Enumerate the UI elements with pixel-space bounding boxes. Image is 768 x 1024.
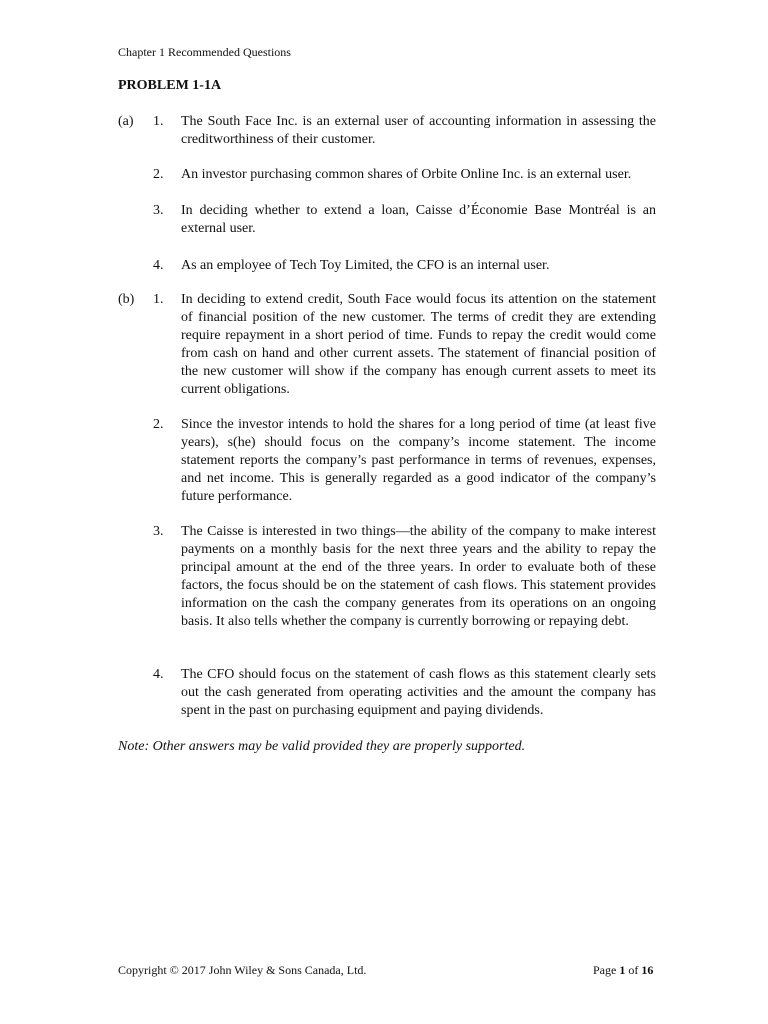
- page-prefix: Page: [593, 963, 617, 977]
- problem-title: PROBLEM 1-1A: [118, 78, 222, 93]
- item-text: The Caisse is interested in two things—the ability of the company to make interest payments on a monthly basis for the next three years and the ability to repay the principal amount at the end of the three years. In order to evaluate both of these factors, the focus should be on the statement of cash flows. This statement provides information on the cash the company generates from its operations on an ongoing basis. It also tells whether the company is currently borrowing or repaying debt.: [181, 524, 656, 629]
- note: Note: Other answers may be valid provided they are properly supported.: [118, 739, 526, 754]
- item-text: In deciding to extend credit, South Face would focus its attention on the statement of financial position of the new customer. The terms of credit they are extending require repayment in a short period of time. Funds to repay the credit would come from cash on hand and other current assets. The statement of financial position of the new customer will show if the company has enough current assets to meet its current obligations.: [181, 292, 656, 397]
- part-b-label: (b): [118, 292, 135, 307]
- page-current: 1: [619, 963, 626, 977]
- item-number: 2.: [153, 167, 164, 182]
- page-header: Chapter 1 Recommended Questions: [118, 45, 291, 59]
- item-number: 1.: [153, 114, 164, 129]
- item-text: As an employee of Tech Toy Limited, the CFO is an internal user.: [181, 258, 550, 273]
- item-number: 4.: [153, 258, 164, 273]
- item-text: In deciding whether to extend a loan, Caisse d’Économie Base Montréal is an external user.: [181, 203, 656, 236]
- item-text: Since the investor intends to hold the shares for a long period of time (at least five years), s(he) should focus on the company’s income statement. The income statement reports the company’s past performance in terms of revenues, expenses, and net income. This is generally regarded as a good indicator of the company’s future performance.: [181, 417, 656, 504]
- page-total: 16: [641, 963, 654, 977]
- item-number: 4.: [153, 667, 164, 682]
- item-text: The CFO should focus on the statement of cash flows as this statement clearly sets out the cash generated from operating activities and the amount the company has spent in the past on purchasing equipment and paying dividends.: [181, 667, 656, 718]
- page-of: of: [628, 963, 639, 977]
- item-text: An investor purchasing common shares of Orbite Online Inc. is an external user.: [181, 167, 632, 182]
- item-number: 3.: [153, 524, 164, 539]
- item-number: 2.: [153, 417, 164, 432]
- copyright: Copyright © 2017 John Wiley & Sons Canada, Ltd.: [118, 963, 367, 977]
- part-a-label: (a): [118, 114, 134, 129]
- item-number: 3.: [153, 203, 164, 218]
- item-number: 1.: [153, 292, 164, 307]
- item-text: The South Face Inc. is an external user of accounting information in assessing the creditworthiness of their customer.: [181, 114, 656, 147]
- page-number: [593, 963, 653, 978]
